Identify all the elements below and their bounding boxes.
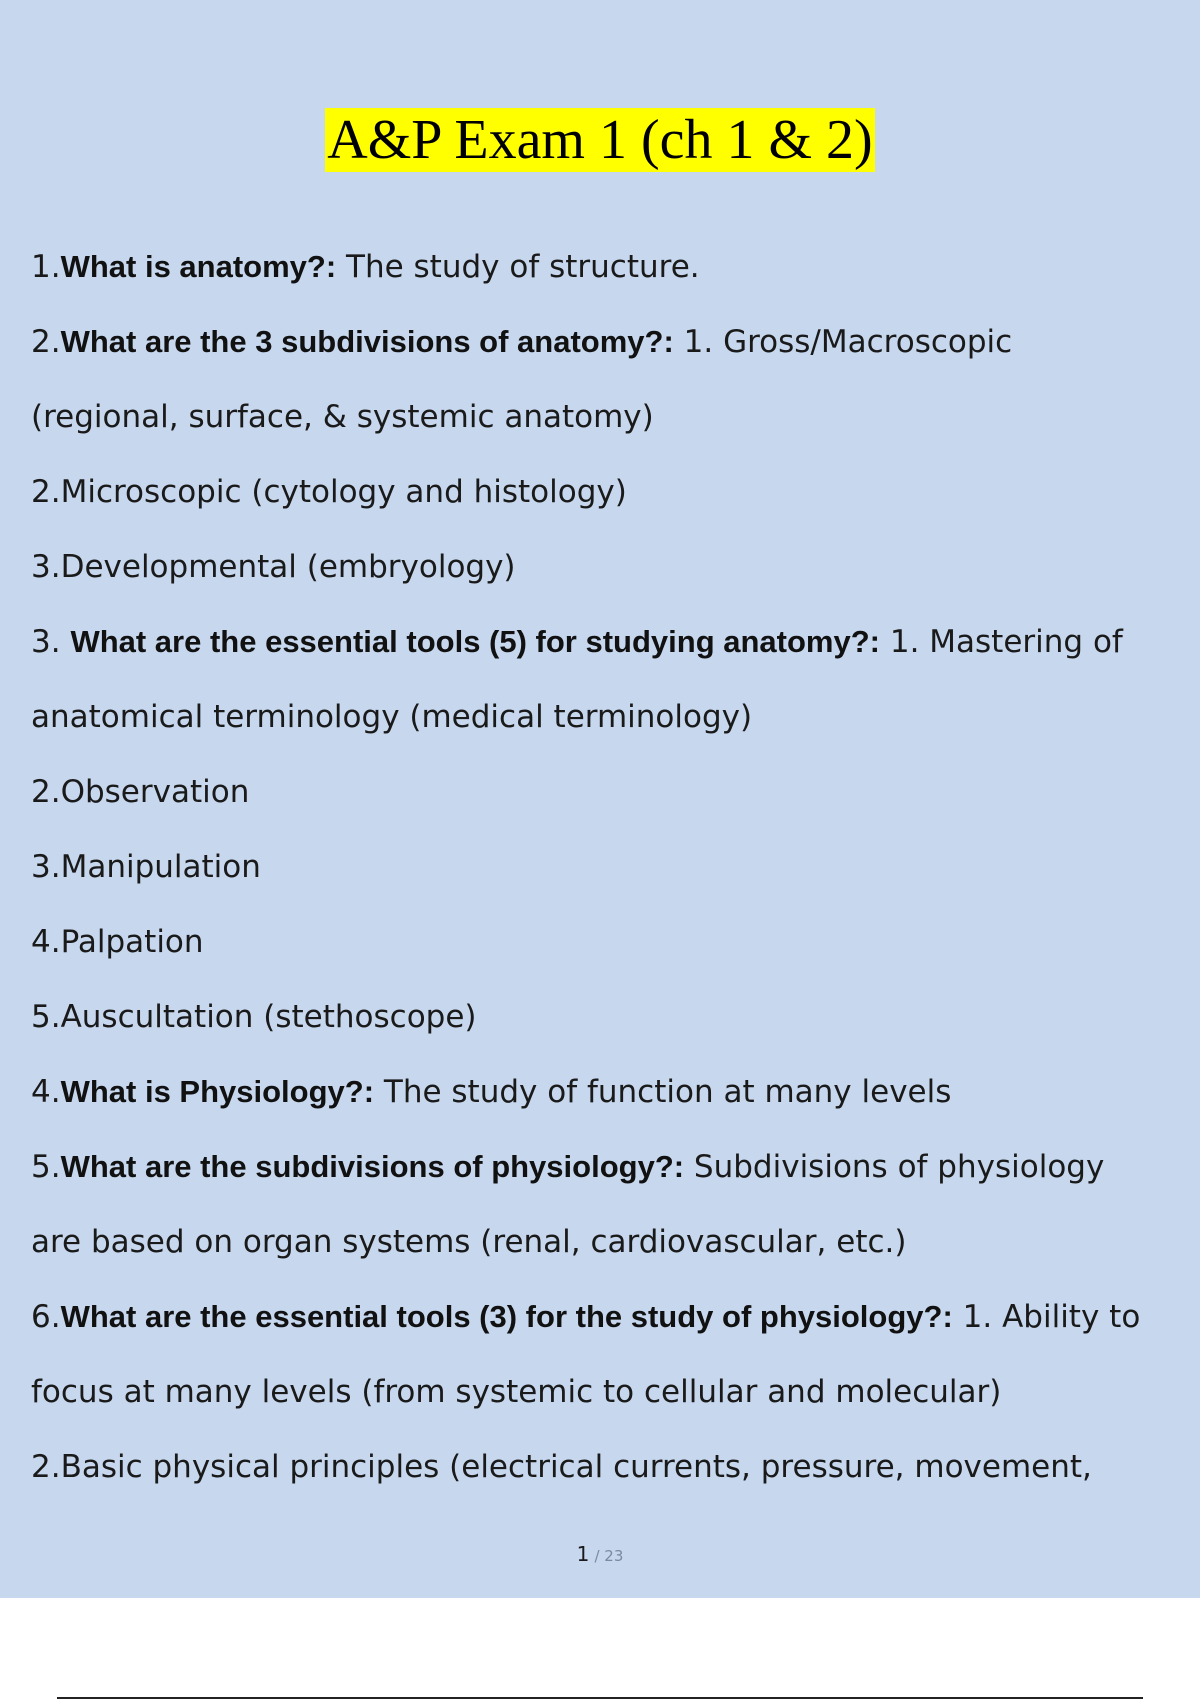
line-number: 1. xyxy=(31,249,61,285)
question-text: What are the essential tools (3) for the study of physiology?: xyxy=(60,1299,953,1334)
document-body xyxy=(31,237,1181,1512)
line-number: 2. xyxy=(31,774,61,810)
page-current: 1 xyxy=(576,1542,590,1566)
text-line xyxy=(31,837,1181,912)
text-line xyxy=(31,1212,1181,1287)
answer-text: Basic physical principles (electrical currents, pressure, movement, xyxy=(60,1449,1092,1485)
answer-text: 1. Ability to xyxy=(952,1299,1141,1335)
answer-text: 1. Mastering of xyxy=(880,624,1123,660)
document-title: A&P Exam 1 (ch 1 & 2) xyxy=(327,109,873,171)
line-number: 4. xyxy=(31,924,61,960)
text-line xyxy=(31,1287,1181,1362)
text-line xyxy=(31,387,1181,462)
text-line xyxy=(31,762,1181,837)
text-line xyxy=(31,462,1181,537)
text-line xyxy=(31,912,1181,987)
title-container xyxy=(0,108,1200,172)
text-line xyxy=(31,987,1181,1062)
line-number: 3. xyxy=(31,549,61,585)
line-number: 3. xyxy=(31,624,71,660)
answer-text: (regional, surface, & systemic anatomy) xyxy=(31,399,654,435)
answer-text: The study of structure. xyxy=(336,249,700,285)
line-number: 4. xyxy=(31,1074,61,1110)
line-number: 5. xyxy=(31,999,61,1035)
answer-text: focus at many levels (from systemic to cellular and molecular) xyxy=(31,1374,1002,1410)
answer-text: Developmental (embryology) xyxy=(60,549,516,585)
question-text: What are the essential tools (5) for studying anatomy?: xyxy=(70,624,880,659)
text-line xyxy=(31,687,1181,762)
answer-text: The study of function at many levels xyxy=(374,1074,952,1110)
divider-line xyxy=(57,1697,1143,1699)
page-total: / 23 xyxy=(594,1547,624,1565)
text-line xyxy=(31,312,1181,387)
text-line xyxy=(31,1437,1181,1512)
line-number: 5. xyxy=(31,1149,61,1185)
line-number: 2. xyxy=(31,1449,61,1485)
line-number: 2. xyxy=(31,474,61,510)
line-number: 2. xyxy=(31,324,61,360)
text-line xyxy=(31,237,1181,312)
answer-text: are based on organ systems (renal, cardiovascular, etc.) xyxy=(31,1224,907,1260)
answer-text: Palpation xyxy=(60,924,204,960)
page-indicator xyxy=(0,1542,1200,1566)
question-text: What is Physiology?: xyxy=(60,1074,375,1109)
answer-text: Subdivisions of physiology xyxy=(684,1149,1105,1185)
line-number: 3. xyxy=(31,849,61,885)
text-line xyxy=(31,1362,1181,1437)
answer-text: Manipulation xyxy=(60,849,261,885)
answer-text: Microscopic (cytology and histology) xyxy=(60,474,627,510)
text-line xyxy=(31,1062,1181,1137)
question-text: What are the 3 subdivisions of anatomy?: xyxy=(60,324,674,359)
answer-text: Observation xyxy=(60,774,250,810)
answer-text: anatomical terminology (medical terminology) xyxy=(31,699,753,735)
text-line xyxy=(31,1137,1181,1212)
text-line xyxy=(31,612,1181,687)
answer-text: 1. Gross/Macroscopic xyxy=(673,324,1013,360)
text-line xyxy=(31,537,1181,612)
line-number: 6. xyxy=(31,1299,61,1335)
question-text: What are the subdivisions of physiology?: xyxy=(60,1149,685,1184)
answer-text: Auscultation (stethoscope) xyxy=(60,999,477,1035)
question-text: What is anatomy?: xyxy=(60,249,337,284)
